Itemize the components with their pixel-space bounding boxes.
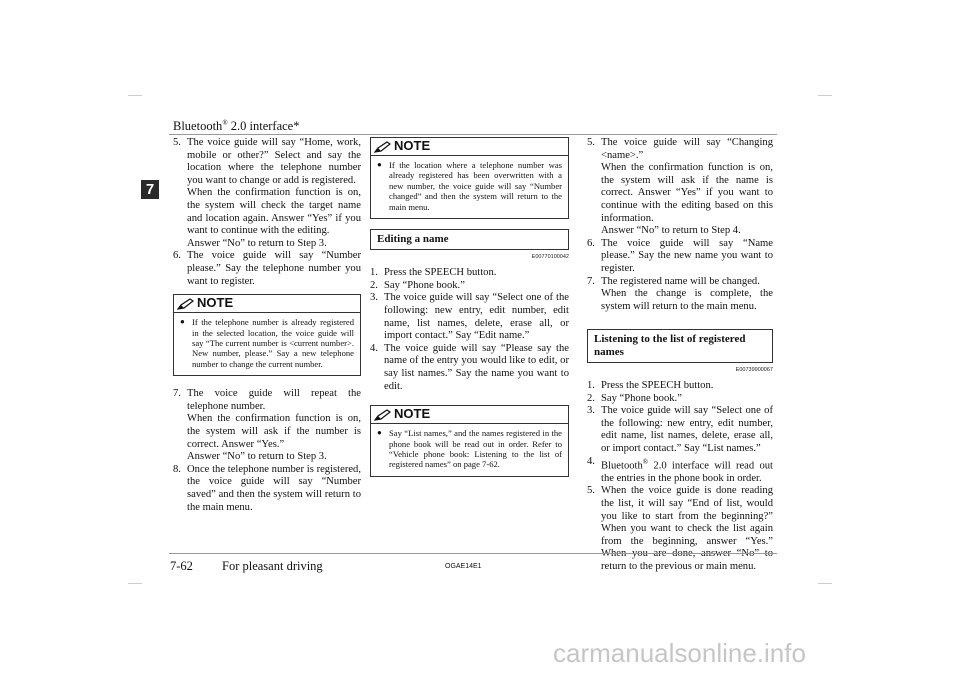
step-7: 7. The voice guide will repeat the telephone number. <box>173 388 361 412</box>
step-text: When the confirmation function is on, the system will ask if the name is correct. Answer “Yes” if you want to continue with the editing based on this information. <box>601 162 773 224</box>
bullet-icon: ● <box>180 317 185 327</box>
step-text: When the change is complete, the system will return to the main menu. <box>601 288 773 312</box>
watermark: carmanualsonline.info <box>553 638 806 668</box>
running-header: Bluetooth® 2.0 interface* <box>173 119 300 134</box>
note-pencil-icon <box>374 141 391 153</box>
note-box <box>370 137 569 219</box>
step-1: 1. Press the SPEECH button. <box>587 380 714 392</box>
step-5: 5. When the voice guide is done reading the list, it will say “End of list, would you like to start from the beginning?” When you want to check the list again from the beginning, answer “Yes.” return to the previous or main menu. <box>587 485 773 572</box>
step-4: 4. The voice guide will say “Please say the name of the entry you would like to edit, or say list names.” Say the name you want to edit. <box>370 342 569 392</box>
crop-mark <box>818 583 832 584</box>
step-text: When the confirmation function is on, the system will check the target name and location again. Answer “Yes” if you want to continue with the editing. <box>187 187 361 237</box>
footer-rule <box>169 553 777 554</box>
page-number: 7-62 <box>170 559 193 573</box>
column-right <box>587 137 773 574</box>
step-text: Answer “No” to return to Step 3. <box>187 451 327 463</box>
step-6: 6. The voice guide will say “Name please.” Say the new name you want to register. <box>587 237 773 274</box>
footer-code: OGAE14E1 <box>445 563 482 570</box>
step-2: 2. Say “Phone book.” <box>370 279 465 291</box>
step-text: Answer “No” to return to Step 4. <box>601 225 741 237</box>
note-text: Say “List names,” and the names registered in the phone book will be read out in order. Refer to “Vehicle phone book: Listening to the list of registered names” on page 7-62. <box>389 428 562 470</box>
step-3: 3. The voice guide will say “Select one of the following: new entry, edit number, edit name, list names, delete, erase all, or import contact.” Say “Edit name.” <box>370 292 569 342</box>
crop-mark <box>818 95 832 96</box>
step-text: Answer “No” to return to Step 3. <box>187 237 327 249</box>
note-pencil-icon <box>374 409 391 421</box>
note-label: NOTE <box>394 406 431 422</box>
section-title: Editing a name <box>370 229 569 250</box>
column-left <box>173 137 361 514</box>
crop-mark <box>128 95 142 96</box>
header-rule <box>169 134 777 135</box>
section-code: E00739900067 <box>735 366 773 373</box>
step-2: 2. Say “Phone book.” <box>587 392 682 404</box>
step-text: When the confirmation function is on, the system will ask if the number is correct. Answer “Yes.” <box>187 413 361 450</box>
step-3: 3. The voice guide will say “Select one of the following: new entry, edit number, edit name, list names, delete, erase all, or import contact.” Say “List names.” <box>587 405 773 455</box>
note-label: NOTE <box>197 295 234 311</box>
bullet-icon: ● <box>377 428 382 438</box>
step-5: 5. The voice guide will say “Home, work, mobile or other?” Select and say the location where the telephone number you want to change or add is registered. <box>173 137 361 186</box>
step-5: 5. The voice guide will say “Changing <name>.” <box>587 137 773 161</box>
column-middle <box>370 137 569 485</box>
note-pencil-icon <box>177 298 194 310</box>
bullet-icon: ● <box>377 160 382 169</box>
crop-mark <box>128 583 142 584</box>
note-label: NOTE <box>394 138 431 154</box>
step-1: 1. Press the SPEECH button. <box>370 267 497 279</box>
section-code: E00770100042 <box>531 253 569 260</box>
footer-title: For pleasant driving <box>222 559 323 573</box>
note-box <box>173 294 361 376</box>
note-box <box>370 405 569 477</box>
section-title: Listening to the list of registered names <box>587 329 773 362</box>
step-8: 8. Once the telephone number is registered, the voice guide will say “Number saved” and then the system will return to the main menu. <box>173 463 361 513</box>
step-7: 7. The registered name will be changed. <box>587 275 760 287</box>
step-6: 6. The voice guide will say “Number please.” Say the telephone number you want to register. <box>173 250 361 287</box>
chapter-tab: 7 <box>141 180 159 199</box>
step-4: 4. Bluetooth® 2.0 interface will read out the entries in the phone book in order. <box>587 455 773 484</box>
note-text: If the location where a telephone number was already registered has been overwritten with a new number, the voice guide will say “Number changed” and then the system will return to the main menu. <box>389 160 562 212</box>
note-text: If the telephone number is already registered in the selected location, the voice guide will say “The current number is <current number>. New number, please.” Say a new telephone number to change the current number. <box>192 317 354 369</box>
